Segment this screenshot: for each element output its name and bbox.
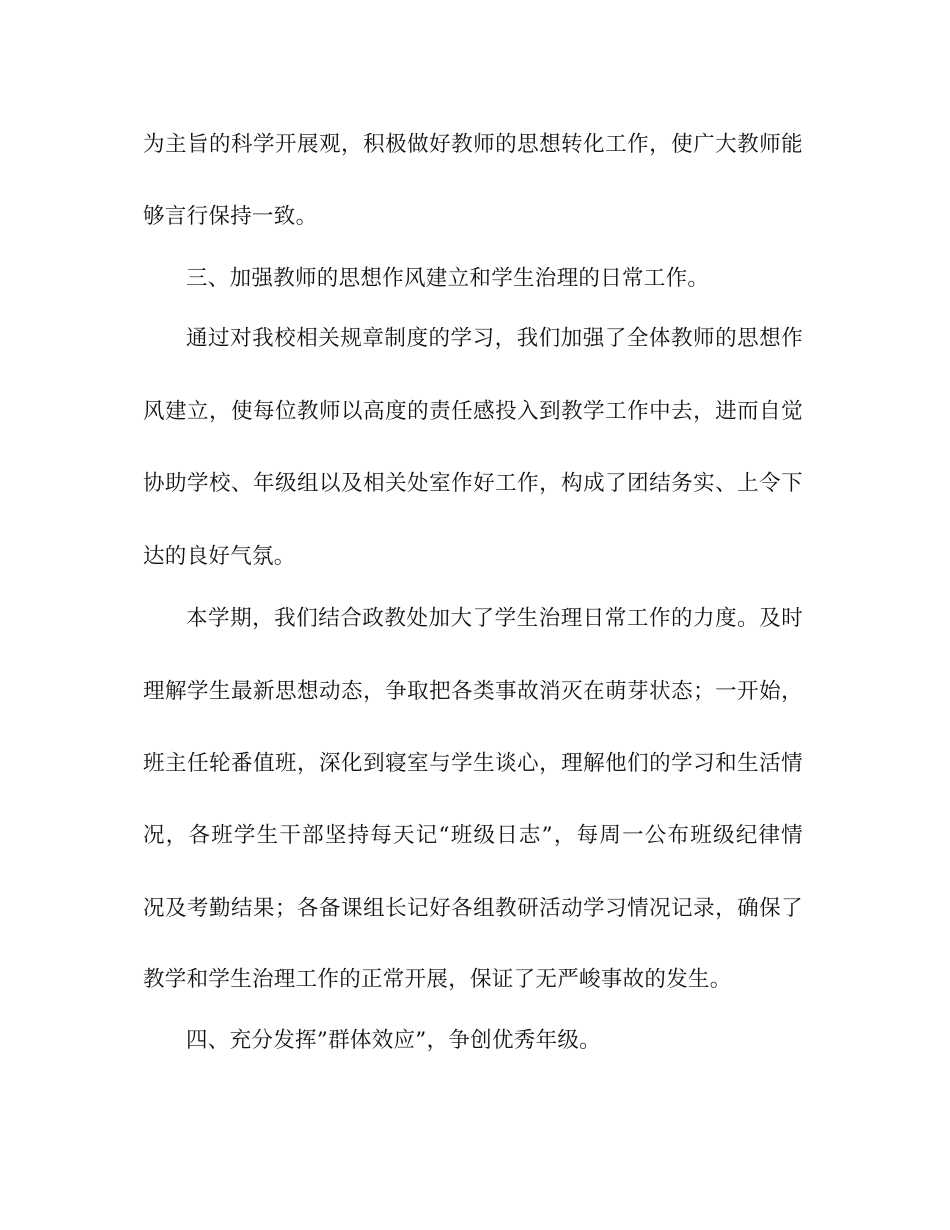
text-line: 况及考勤结果；各备课组长记好各组教研活动学习情况记录，确保了 xyxy=(143,896,803,921)
text-line: 达的良好气氛。 xyxy=(143,544,296,569)
text-line: 教学和学生治理工作的正常开展，保证了无严峻事故的发生。 xyxy=(143,967,732,992)
section-heading: 三、加强教师的思想作风建立和学生治理的日常工作。 xyxy=(186,266,710,291)
text-line: 协助学校、年级组以及相关处室作好工作，构成了团结务实、上令下 xyxy=(143,471,803,496)
text-line: 况，各班学生干部坚持每天记“班级日志”，每周一公布班级纪律情 xyxy=(143,823,803,848)
text-line: 为主旨的科学开展观，积极做好教师的思想转化工作，使广大教师能 xyxy=(143,132,803,157)
text-line: 班主任轮番值班，深化到寝室与学生谈心，理解他们的学习和生活情 xyxy=(143,751,803,776)
text-line: 风建立，使每位教师以高度的责任感投入到教学工作中去，进而自觉 xyxy=(143,399,803,424)
section-heading: 四、充分发挥”群体效应”，争创优秀年级。 xyxy=(186,1028,601,1053)
text-line: 够言行保持一致。 xyxy=(143,204,318,229)
text-line: 本学期，我们结合政教处加大了学生治理日常工作的力度。及时 xyxy=(186,606,803,631)
text-line: 通过对我校相关规章制度的学习，我们加强了全体教师的思想作 xyxy=(186,326,803,351)
text-line: 理解学生最新思想动态，争取把各类事故消灭在萌芽状态；一开始， xyxy=(143,679,803,704)
